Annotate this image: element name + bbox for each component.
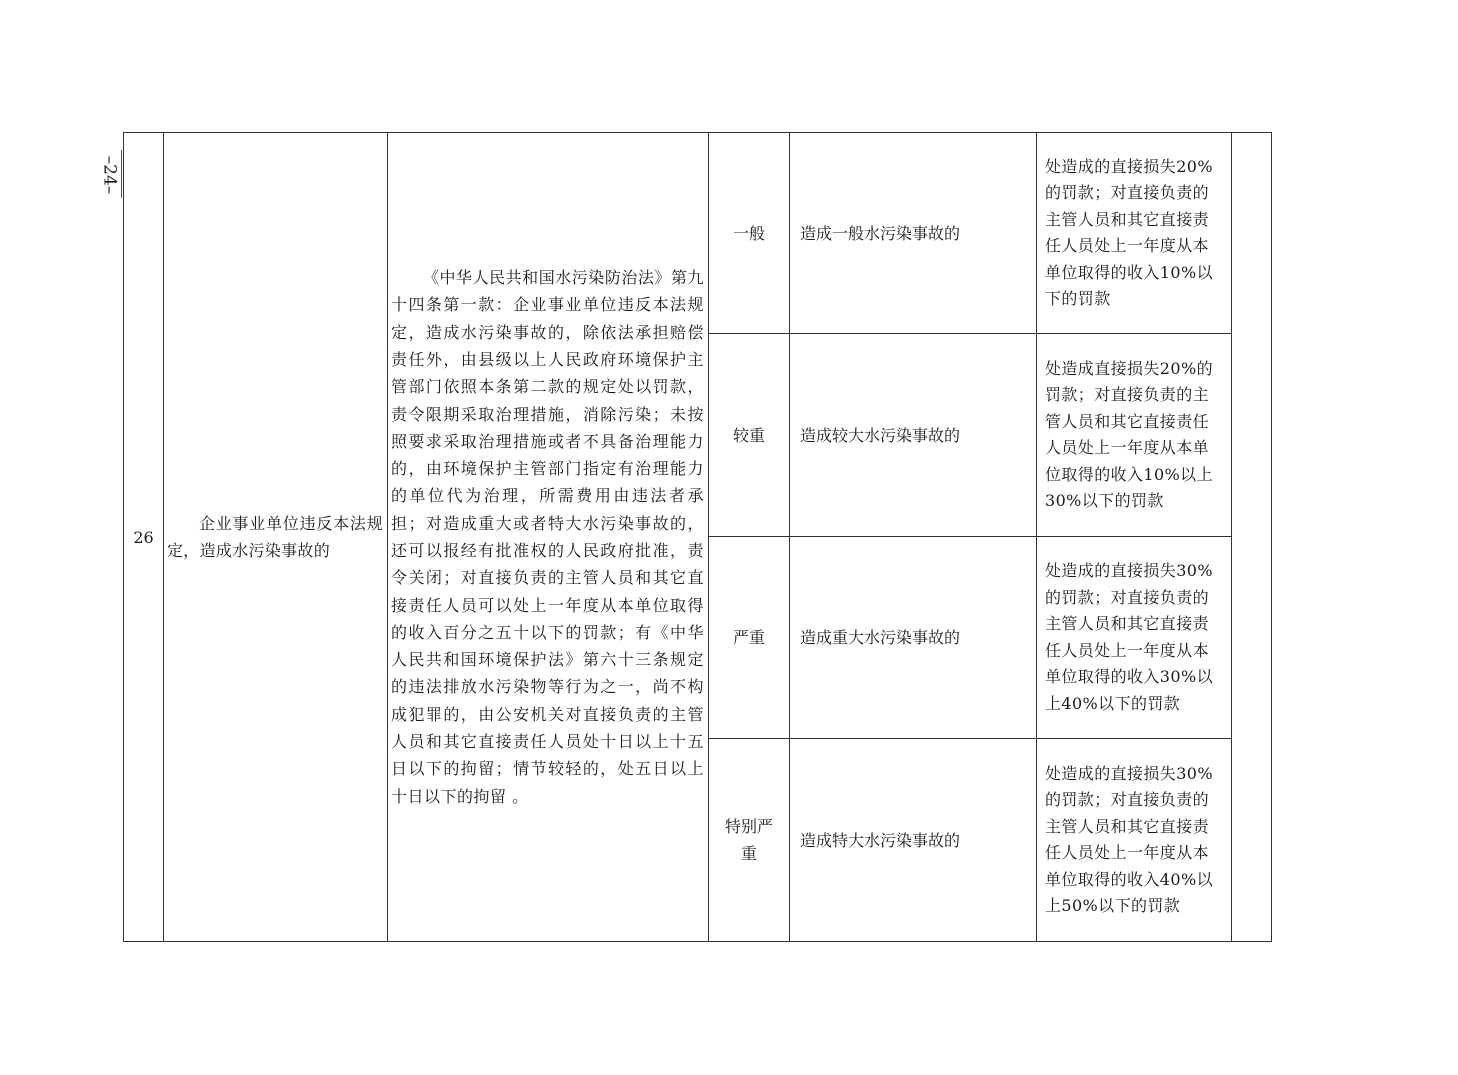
- page-number: [96, 150, 122, 200]
- situation-cell: 造成特大水污染事故的: [790, 739, 1037, 942]
- situation-cell: 造成一般水污染事故的: [790, 133, 1037, 334]
- page-number-text: –24–: [99, 155, 120, 195]
- situation-cell: 造成较大水污染事故的: [790, 334, 1037, 537]
- page-number-rule: [121, 150, 122, 198]
- penalty-table: [123, 132, 1272, 942]
- situation-cell: 造成重大水污染事故的: [790, 537, 1037, 739]
- violation-cell: 企业事业单位违反本法规定，造成水污染事故的: [164, 133, 388, 942]
- penalty-cell: 处造成的直接损失30%的罚款；对直接负责的主管人员和其它直接责任人员处上一年度从本单位取得的收入30%以上40%以下的罚款: [1037, 537, 1232, 739]
- remarks-cell: [1232, 133, 1272, 942]
- row-number: 26: [124, 133, 164, 942]
- level-cell: 特别严重: [709, 739, 790, 942]
- penalty-cell: 处造成的直接损失30%的罚款；对直接负责的主管人员和其它直接责任人员处上一年度从本单位取得的收入40%以上50%以下的罚款: [1037, 739, 1232, 942]
- table-row: [124, 133, 1272, 334]
- level-cell: 严重: [709, 537, 790, 739]
- penalty-cell: 处造成直接损失20%的罚款；对直接负责的主管人员和其它直接责任人员处上一年度从本单位取得的收入10%以上30%以下的罚款: [1037, 334, 1232, 537]
- legal-basis-cell: 《中华人民共和国水污染防治法》第九十四条第一款：企业事业单位违反本法规定，造成水污染事故的，除依法承担赔偿责任外，由县级以上人民政府环境保护主管部门依照本条第二款的规定处以罚款，责令限期采取治理措施，消除污染；未按照要求采取治理措施或者不具备治理能力的，由环境保护主管部门指定有治理能力的单位代为治理，所需费用由违法者承担；对造成重大或者特大水污染事故的，还可以报经有批准权的人民政府批准，责令关闭；对直接负责的主管人员和其它直接责任人员可以处上一年度从本单位取得的收入百分之五十以下的罚款；有《中华人民共和国环境保护法》第六十三条规定的违法排放水污染物等行为之一，尚不构成犯罪的，由公安机关对直接负责的主管人员和其它直接责任人员处十日以上十五日以下的拘留；情节较轻的，处五日以上十日以下的拘留 。: [388, 133, 709, 942]
- level-cell: 较重: [709, 334, 790, 537]
- penalty-cell: 处造成的直接损失20%的罚款；对直接负责的主管人员和其它直接责任人员处上一年度从本单位取得的收入10%以下的罚款: [1037, 133, 1232, 334]
- level-cell: 一般: [709, 133, 790, 334]
